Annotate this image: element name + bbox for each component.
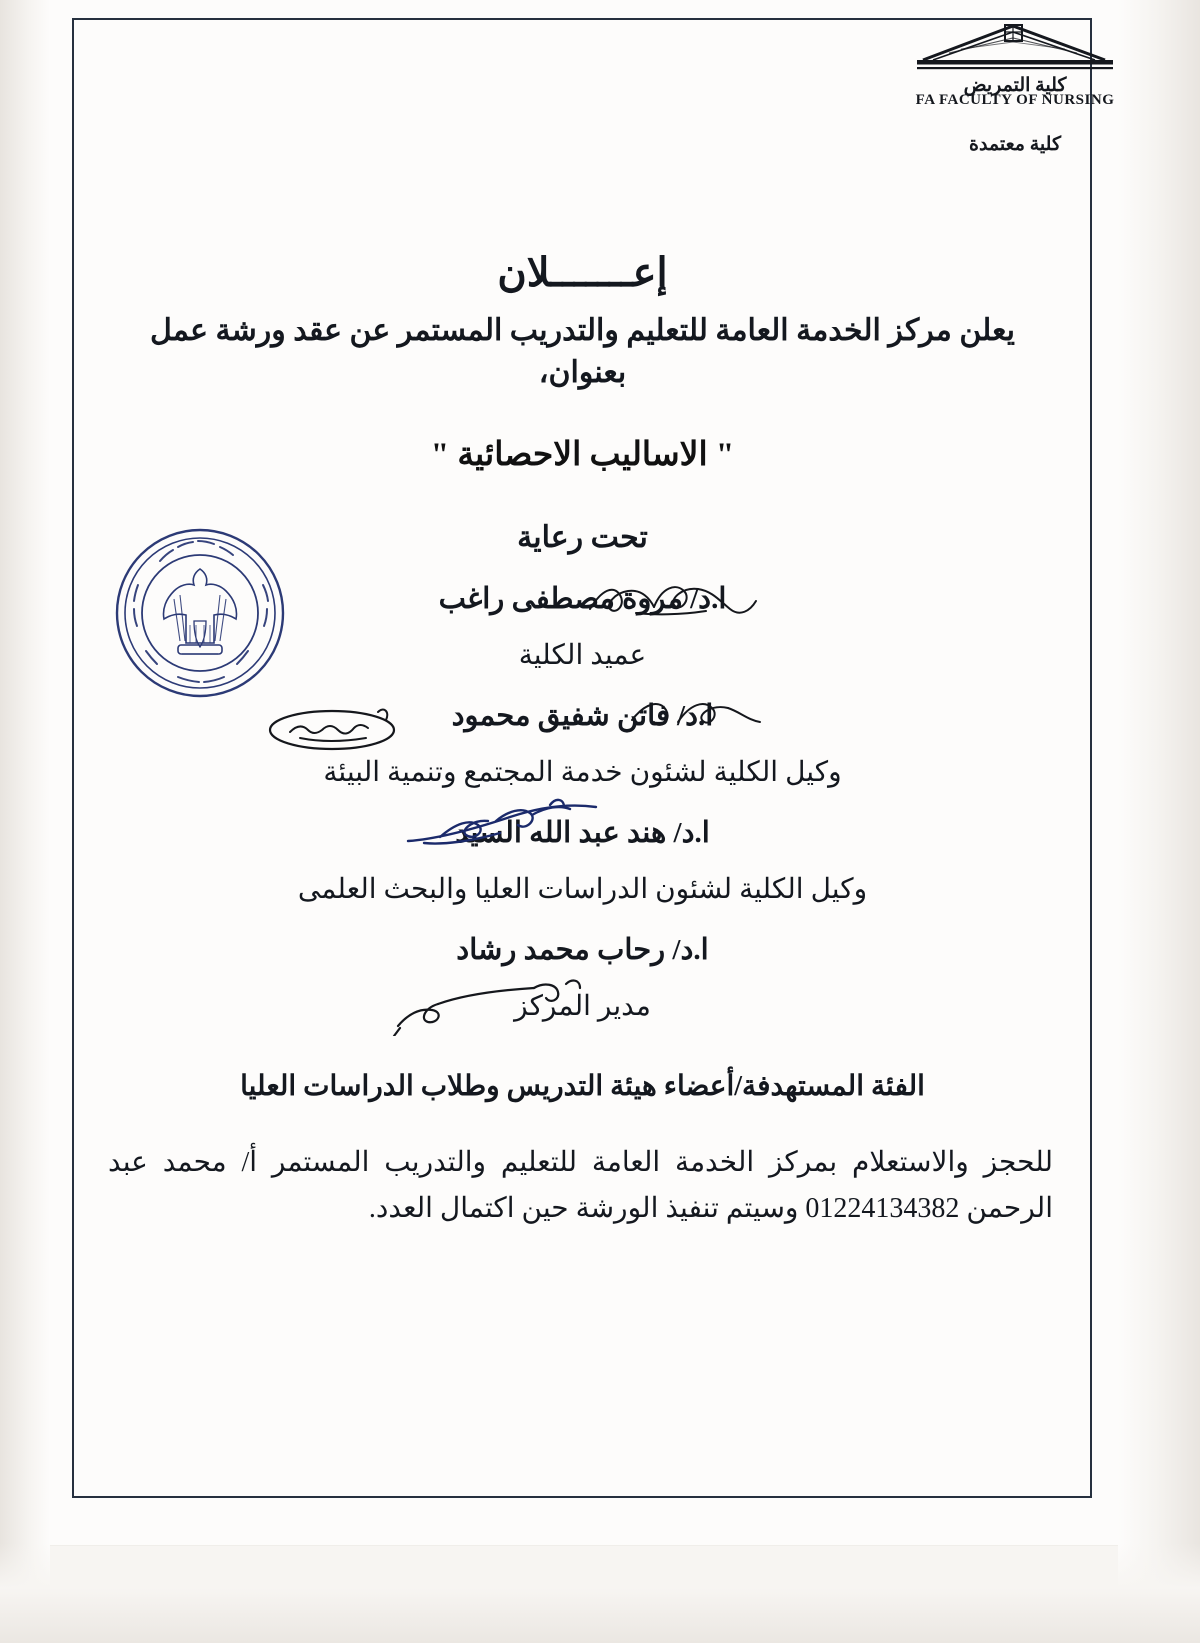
- official-row-1: [100, 581, 1065, 616]
- official-role-3: وكيل الكلية لشئون الدراسات العليا والبحث العلمى: [297, 874, 868, 905]
- official-name-1: ا.د/ مروة مصطفى راغب: [438, 583, 727, 615]
- official-row-3: [100, 815, 1065, 850]
- entitled-label: بعنوان،: [538, 356, 627, 389]
- official-name-3: ا.د/ هند عبد الله السيد: [455, 817, 710, 849]
- official-row-2: [100, 698, 1065, 733]
- page-edge-right: [1118, 0, 1200, 1643]
- official-role-1: عميد الكلية: [518, 640, 647, 671]
- page-edge-left: [0, 0, 50, 1643]
- logo-prefix: FA: [915, 92, 935, 108]
- official-name-2: ا.د/ فاتن شفيق محمود: [451, 700, 714, 732]
- workshop-title: " الاساليب الاحصائية ": [430, 437, 735, 473]
- official-row-4: [100, 932, 1065, 1023]
- target-audience: الفئة المستهدفة/أعضاء هيئة التدريس وطلاب الدراسات العليا: [240, 1071, 925, 1102]
- official-role-4: مدير المركز: [514, 991, 651, 1022]
- lead-paragraph: يعلن مركز الخدمة العامة للتعليم والتدريب المستمر عن عقد ورشة عمل: [150, 314, 1015, 347]
- accreditation-label: كلية معتمدة: [969, 133, 1061, 155]
- official-role-2: وكيل الكلية لشئون خدمة المجتمع وتنمية البيئة: [323, 757, 842, 788]
- logo-english-text: FACULTY OF NURSING: [938, 92, 1115, 108]
- page-edge-bottom: [0, 1543, 1200, 1643]
- patronage-label: تحت رعاية: [517, 521, 648, 554]
- announcement-heading: إعـــــــلان: [497, 250, 668, 295]
- logo-arabic-name: كلية التمريض: [963, 75, 1067, 96]
- contact-paragraph: للحجز والاستعلام بمركز الخدمة العامة للتعليم والتدريب المستمر أ/ محمد عبد الرحمن 01224134382 وسيتم تنفيذ الورشة حين اكتمال العدد.: [108, 1147, 1053, 1224]
- official-name-4: ا.د/ رحاب محمد رشاد: [456, 934, 709, 966]
- document-content: [100, 40, 1065, 1231]
